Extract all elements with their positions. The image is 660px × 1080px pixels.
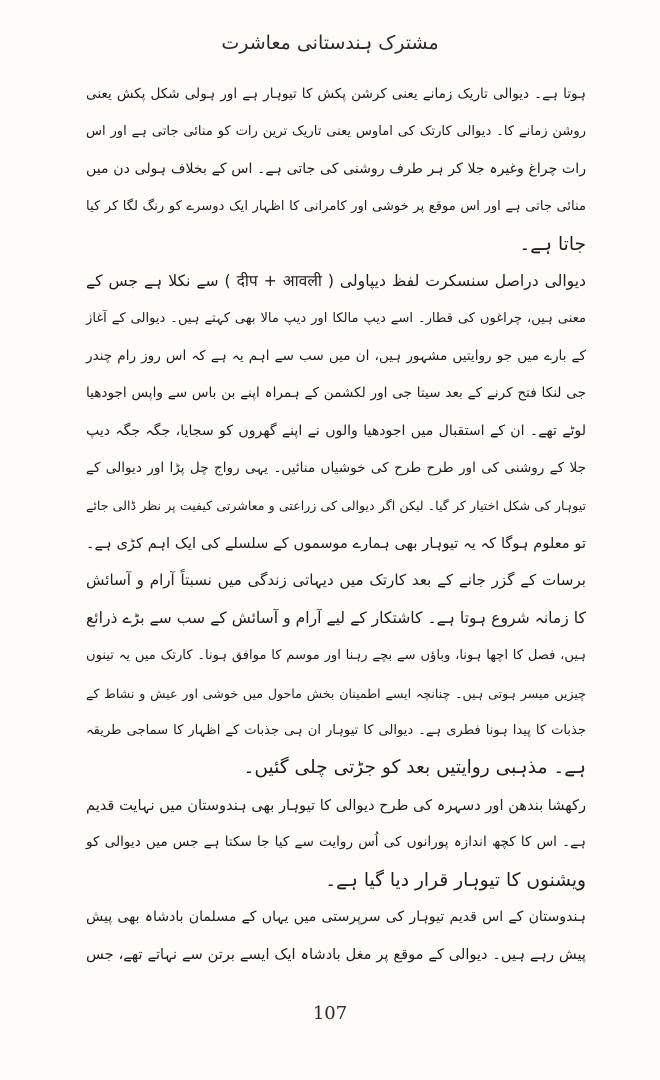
text-line: جذبات کا پیدا ہونا فطری ہے۔ دیوالی کا تیوہار ان ہی جذبات کے اظہار کا سماجی طریقہ xyxy=(86,722,586,738)
text-line: جاتا ہے۔ xyxy=(519,233,586,255)
text-line: لوٹے تھے۔ ان کے استقبال میں اجودھیا والوں نے اپنے گھروں کو سجایا، جگہ جگہ دیپ xyxy=(86,422,586,439)
text-line: روشن زمانے کا۔ دیوالی کارتک کی اماوس یعنی تاریک ترین رات کو منائی جاتی ہے اور اس xyxy=(86,124,586,140)
text-line: کا زمانہ شروع ہوتا ہے۔ کاشتکار کے لیے آرام و آسائش کے سب سے بڑے ذرائع xyxy=(86,608,586,627)
text-line: تو معلوم ہوگا کہ یہ تیوہار بھی ہمارے موسموں کے سلسلے کی ایک اہم کڑی ہے۔ xyxy=(86,534,586,552)
text-line: ہیں، فصل کا اچھا ہونا، وباؤں سے بچے رہنا اور موسم کا موافق ہونا۔ کارتک میں یہ تینوں xyxy=(86,648,586,664)
text-line: پیش رہے ہیں۔ دیوالی کے موقع پر مغل بادشاہ ایک ایسے برتن سے نہاتے تھے، جس xyxy=(86,946,586,964)
paragraph xyxy=(86,263,586,787)
paragraph xyxy=(86,787,586,899)
text-line: جلا کے روشنی کی اور طرح طرح کی خوشیاں منائیں۔ یہی رواج چل پڑا اور دیوالی کے xyxy=(86,460,586,477)
text-line: ہندوستان کے اس قدیم تیوہار کی سرپرستی میں یہاں کے مسلمان بادشاہ بھی پیش xyxy=(86,908,586,925)
text-line: معنی ہیں، چراغوں کی قطار۔ اسے دیپ مالکا اور دیپ مالا بھی کہتے ہیں۔ دیوالی کے آغاز xyxy=(86,311,586,327)
text-line: منائی جاتی ہے اور اس موقع پر خوشی اور کامرانی کا اظہار ایک دوسرے کو رنگ لگا کر کیا xyxy=(86,199,586,215)
text-line: ہوتا ہے۔ دیوالی تاریک زمانے یعنی کرشن پکش کا تیوہار ہے اور ہولی شکل پکش یعنی xyxy=(86,86,586,102)
text-line: کے بارے میں جو روایتیں مشہور ہیں، ان میں سب سے اہم یہ ہے کہ اس روز رام چندر xyxy=(86,347,586,364)
page-number: 107 xyxy=(312,1003,348,1024)
text-line: ہے۔ مذہبی روایتیں بعد کو جڑتی چلی گئیں۔ xyxy=(243,757,586,779)
text-line: دیوالی دراصل سنسکرت لفظ دیپاولی ( दीप + आवली ) سے نکلا ہے جس کے xyxy=(86,272,587,291)
body-text xyxy=(86,76,586,974)
text-line: ویشنوں کا تیوہار قرار دیا گیا ہے۔ xyxy=(325,869,586,891)
text-line: رات چراغ وغیرہ جلا کر ہر طرف روشنی کی جاتی ہے۔ اس کے بخلاف ہولی دن میں xyxy=(86,160,586,177)
paragraph xyxy=(86,899,586,974)
text-line: برسات کے گزر جانے کے بعد کارتک میں دیہاتی زندگی میں نسبتاً آرام و آسائش xyxy=(86,571,586,590)
paragraph xyxy=(86,76,586,263)
text-line: ہے۔ اس کا کچھ اندازہ پورانوں کی اُس روایت سے کیا جا سکتا ہے جس میں دیوالی کو xyxy=(86,834,586,851)
text-line: جی لنکا فتح کرنے کے بعد سیتا جی اور لکشمن کے ہمراہ اپنے بن باس سے واپس اجودھیا xyxy=(86,385,586,402)
text-line: تیوہار کی شکل اختیار کر گیا۔ لیکن اگر دیوالی کی زراعتی و معاشرتی کیفیت پر نظر ڈالی جائے xyxy=(86,498,586,514)
running-header: مشترک ہندستانی معاشرت xyxy=(221,32,439,54)
text-line: چیزیں میسر ہوتی ہیں۔ چنانچہ ایسے اطمینان بخش ماحول میں خوشی اور عیش و نشاط کے xyxy=(86,685,586,701)
text-line: رکھشا بندھن اور دسہرہ کی طرح دیوالی کا تیوہار بھی ہندوستان میں نہایت قدیم xyxy=(86,796,586,814)
